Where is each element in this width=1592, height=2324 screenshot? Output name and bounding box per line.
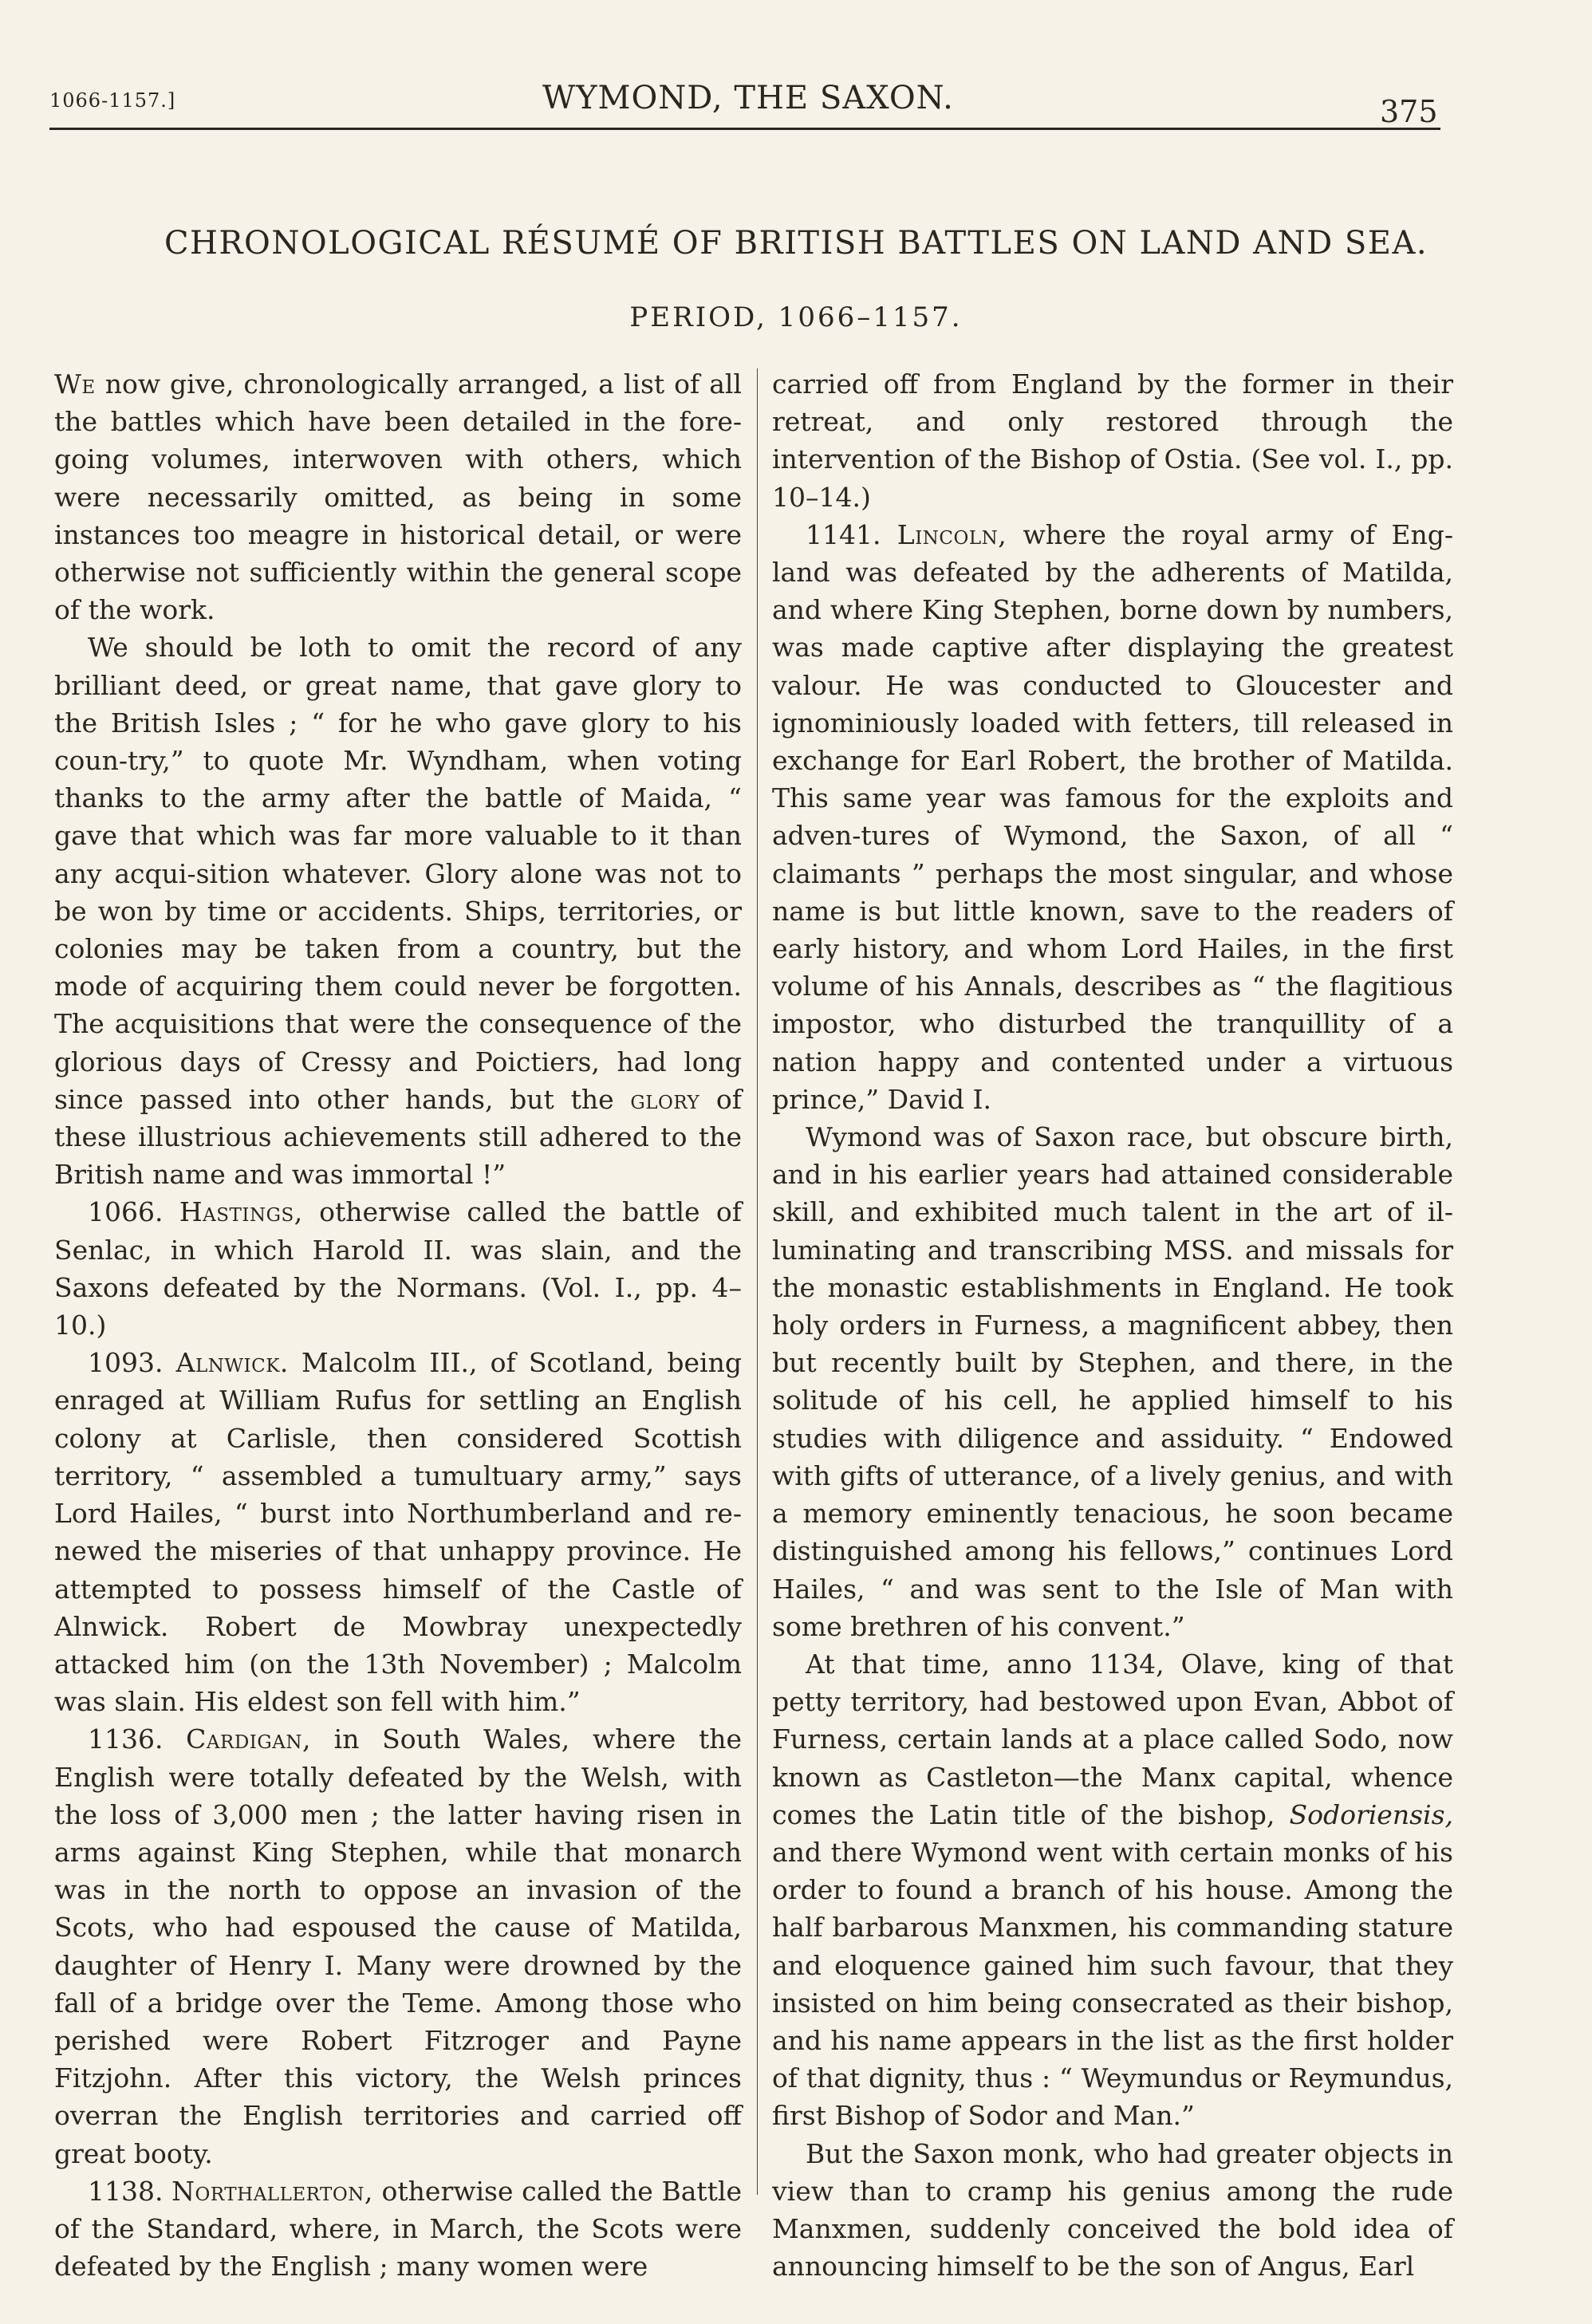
paragraph-isle-of-man [772,1645,1453,2135]
column-divider [757,368,758,2195]
section-title: CHRONOLOGICAL RÉSUMÉ OF BRITISH BATTLES ON LAND AND SEA. [164,225,1428,262]
paragraph-wymond-origin: Wymond was of Saxon race, but obscure birth, and in his earlier years had attained considerable skill, and exhibited much talent in the art of il-luminating and transcribing MSS. and missals for the monastic establishments in England. He took holy orders in Furness, a magnificent abbey, then but recently built by Stephen, and there, in the solitude of his cell, he applied himself to his studies with diligence and assiduity. “ Endowed with gifts of utterance, of a lively genius, and with a memory eminently tenacious, he soon became distinguished among his fellows,” continues Lord Hailes, “ and was sent to the Isle of Man with some brethren of his convent.” [772,1121,1453,1642]
entry-cardigan [54,1720,742,2172]
entry-text: otherwise called the battle of Senlac, in which Harold II. was slain, and the Saxons defeated by the Normans. (Vol. I., pp. 4–10.) [54,1196,742,1341]
paragraph-text: of these illustrious achievements still adhered to the British name and was immortal !” [54,1083,743,1191]
entry-year: 1136. [88,1723,164,1755]
entry-text: Malcolm III., of Scotland, being enraged at William Rufus for settling an English colony at Carlisle, then considered Scottish territory, “ assembled a tumultuary army,” says Lord Hailes, “ burst into Northumberland and re-newed the miseries of that unhappy province. He attempted to possess himself of the Castle of Alnwick. Robert de Mowbray unexpectedly attacked him (on the 13th November) ; Malcolm was slain. His eldest son fell with him.” [54,1347,742,1718]
right-column [772,365,1453,2283]
left-column [54,365,743,2283]
entry-text: in South Wales, where the English were totally defeated by the Welsh, with the loss of 3,000 men ; the latter having risen in arms against King Stephen, while that monarch was in the north to oppose an invasion of the Scots, who had espoused the cause of Matilda, daughter of Henry I. Many were drowned by the fall of a bridge over the Teme. Among those who perished were Robert Fitzroger and Payne Fitzjohn. After this victory, the Welsh princes overran the English territories and carried off great booty. [54,1723,743,2169]
page-number: 375 [1380,94,1438,129]
entry-text: otherwise called the Battle of the Standard, where, in March, the Scots were defeated by the English ; many women were [54,2175,742,2283]
entry-year: 1093. [88,1347,164,1379]
entry-lincoln [772,516,1453,1118]
paragraph-intro [54,365,742,628]
running-head-date-range: 1066-1157.] [49,89,176,112]
paragraph-continuation: carried off from England by the former in their retreat, and only restored through the intervention of the Bishop of Ostia. (See vol. I., pp. 10–14.) [772,368,1453,513]
running-head-title: WYMOND, THE SAXON. [542,80,954,116]
small-caps-word: glory [630,1083,700,1115]
paragraph-text: At that time, anno 1134, Olave, king of that petty territory, had bestowed upon Evan, Abbot of Furness, certain lands at a place called Sodo, now known as Castleton—the Manx capital, whence comes the Latin title of the bishop, [772,1648,1453,1830]
entry-place: Lincoln, [896,518,1007,550]
entry-year: 1141. [806,518,881,550]
entry-alnwick [54,1344,742,1720]
entry-place: Cardigan, [186,1723,311,1755]
section-subtitle: PERIOD, 1066–1157. [629,301,963,333]
paragraph-saxon-monk: But the Saxon monk, who had greater objects in view than to cramp his genius among the rude Manxmen, suddenly conceived the bold idea of announcing himself to be the son of Angus, Earl [772,2137,1453,2283]
paragraph-text: now give, chronologically arranged, a list of all the battles which have been detailed in the fore-going volumes, interwoven with others, which were necessarily omitted, as being in some instances too meagre in historical detail, or were otherwise not sufficiently within the general scope of the work. [54,368,742,626]
paragraph-text: We should be loth to omit the record of any brilliant deed, or great name, that gave glory to the British Isles ; “ for he who gave glory to his coun-try,” to quote Mr. Wyndham, when voting thanks to the army after the battle of Maida, “ gave that which was far more valuable to it than any acqui-sition whatever. Glory alone was not to be won by time or accidents. Ships, territories, or colonies may be taken from a country, but the mode of acquiring them could never be forgotten. The acquisitions that were the consequence of the glorious days of Cressy and Poictiers, had long since passed into other hands, but the [54,632,742,1115]
entry-year: 1138. [88,2175,164,2207]
entry-place: Hastings, [179,1196,303,1228]
entry-hastings [54,1193,742,1344]
entry-place: Alnwick. [175,1347,289,1379]
paragraph-glory [54,628,742,1193]
entry-place: Northallerton, [171,2175,373,2207]
entry-northallerton [54,2172,742,2286]
paragraph-text: and there Wymond went with certain monks of his order to found a branch of his house. Among the half barbarous Manxmen, his commanding stature and eloquence gained him such favour, that they insisted on him being consecrated as their bishop, and his name appears in the list as the first holder of that dignity, thus : “ Weymundus or Reymundus, first Bishop of Sodor and Man.” [772,1836,1453,2132]
header-rule [49,128,1440,130]
drop-word: We [54,368,96,400]
entry-year: 1066. [88,1196,164,1228]
entry-text: where the royal army of Eng-land was defeated by the adherents of Matilda, and where King Stephen, borne down by numbers, was made captive after displaying the greatest valour. He was conducted to Gloucester and ignominiously loaded with fetters, till released in exchange for Earl Robert, the brother of Matilda. This same year was famous for the exploits and adven-tures of Wymond, the Saxon, of all “ claimants ” perhaps the most singular, and whose name is but little known, save to the readers of early history, and whom Lord Hailes, in the first volume of his Annals, describes as “ the flagitious impostor, who disturbed the tranquillity of a nation happy and contented under a virtuous prince,” David I. [772,518,1453,1115]
italic-word: Sodoriensis, [1289,1798,1453,1830]
